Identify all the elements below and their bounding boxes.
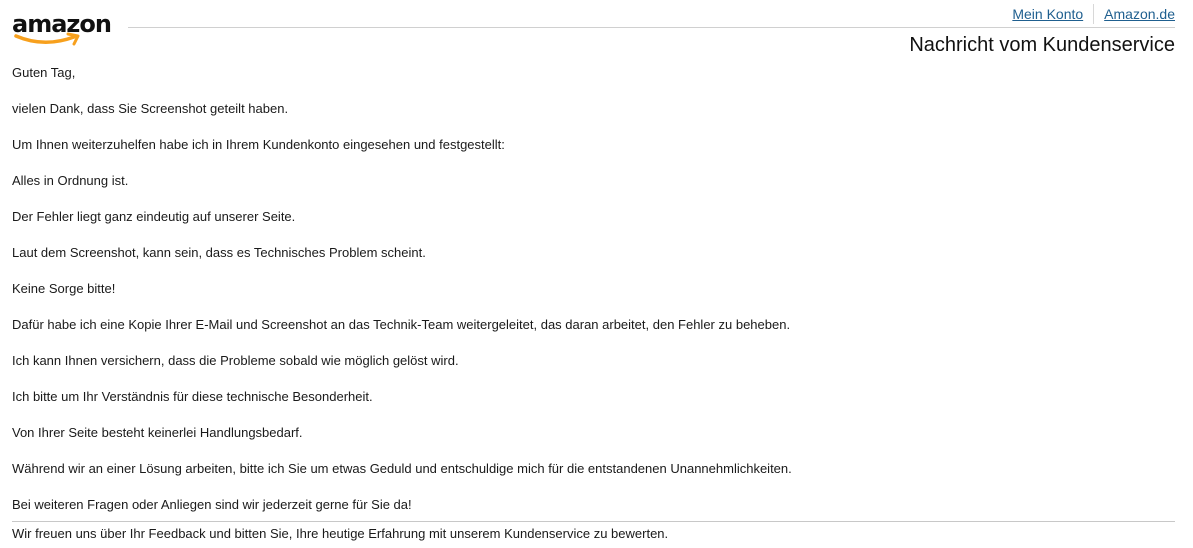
message-paragraph: Um Ihnen weiterzuhelfen habe ich in Ihrem Kundenkonto eingesehen und festgestellt: — [12, 137, 505, 152]
header-divider — [128, 27, 1175, 28]
header — [0, 0, 1193, 60]
message-body — [12, 64, 1175, 532]
message-paragraph: Während wir an einer Lösung arbeiten, bitte ich Sie um etwas Geduld und entschuldige mich für die entstandenen Unannehmlichkeiten. — [12, 461, 792, 476]
greeting: Guten Tag, — [12, 65, 76, 80]
message-paragraph: Alles in Ordnung ist. — [12, 173, 129, 188]
my-account-link[interactable]: Mein Konto — [1012, 6, 1084, 22]
amazon-de-link[interactable]: Amazon.de — [1104, 6, 1175, 22]
message-paragraph: Keine Sorge bitte! — [12, 281, 116, 296]
message-paragraph: Von Ihrer Seite besteht keinerlei Handlungsbedarf. — [12, 425, 303, 440]
amazon-logo[interactable] — [12, 10, 116, 48]
logo-wordmark: amazon — [12, 10, 111, 38]
message-paragraph: Ich kann Ihnen versichern, dass die Probleme sobald wie möglich gelöst wird. — [12, 353, 459, 368]
message-paragraph: Der Fehler liegt ganz eindeutig auf unserer Seite. — [12, 209, 296, 224]
message-paragraph: Dafür habe ich eine Kopie Ihrer E-Mail und Screenshot an das Technik-Team weitergeleitet, das daran arbeitet, den Fehler zu beheben. — [12, 317, 791, 332]
link-separator — [1093, 4, 1094, 24]
feedback-prompt: Wir freuen uns über Ihr Feedback und bitten Sie, Ihre heutige Erfahrung mit unserem Kundenservice zu bewerten. — [12, 526, 669, 541]
footer-divider — [12, 521, 1175, 522]
top-links — [1012, 4, 1175, 24]
message-paragraph: Laut dem Screenshot, kann sein, dass es Technisches Problem scheint. — [12, 245, 426, 260]
page-title: Nachricht vom Kundenservice — [909, 34, 1175, 56]
message-paragraph: vielen Dank, dass Sie Screenshot geteilt haben. — [12, 101, 289, 116]
closing-paragraph: Bei weiteren Fragen oder Anliegen sind wir jederzeit gerne für Sie da! — [12, 497, 412, 512]
amazon-smile-arrow-icon — [12, 32, 84, 46]
message-paragraph: Ich bitte um Ihr Verständnis für diese technische Besonderheit. — [12, 389, 373, 404]
